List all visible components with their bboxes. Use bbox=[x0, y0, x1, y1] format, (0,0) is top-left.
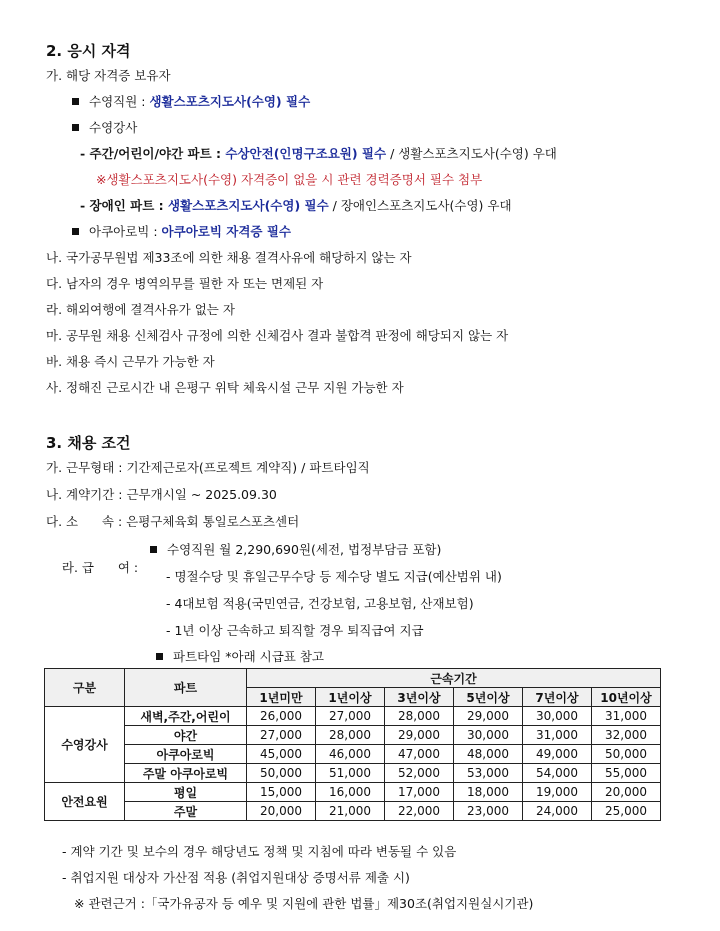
footer-note-2: - 취업지원 대상자 가산점 적용 (취업지원대상 증명서류 제출 시) bbox=[62, 870, 410, 885]
wage-cell: 19,000 bbox=[523, 783, 592, 802]
wage-cell: 26,000 bbox=[247, 707, 316, 726]
wage-cell: 24,000 bbox=[523, 802, 592, 821]
part-cell: 새벽,주간,어린이 bbox=[125, 707, 247, 726]
wage-cell: 27,000 bbox=[316, 707, 385, 726]
sec3-pay-detail-3: - 1년 이상 근속하고 퇴직할 경우 퇴직급여 지급 bbox=[166, 623, 424, 638]
header-category: 구분 bbox=[45, 669, 125, 707]
header-part: 파트 bbox=[125, 669, 247, 707]
preferred-text: / 장애인스포츠지도사(수영) 우대 bbox=[328, 198, 512, 213]
section-3-title: 3. 채용 조건 bbox=[46, 434, 131, 452]
wage-cell: 28,000 bbox=[385, 707, 454, 726]
header-tenure-col: 10년이상 bbox=[592, 688, 661, 707]
wage-cell: 50,000 bbox=[247, 764, 316, 783]
wage-cell: 20,000 bbox=[247, 802, 316, 821]
wage-cell: 55,000 bbox=[592, 764, 661, 783]
header-tenure-col: 3년이상 bbox=[385, 688, 454, 707]
sec3-pay-detail-1: - 명절수당 및 휴일근무수당 등 제수당 별도 지급(예산범위 내) bbox=[166, 569, 502, 584]
requirement-text: 아쿠아로빅 자격증 필수 bbox=[161, 224, 292, 239]
wage-table-body bbox=[45, 707, 661, 821]
wage-cell: 27,000 bbox=[247, 726, 316, 745]
dash-label: - 주간/어린이/야간 파트 : bbox=[80, 146, 226, 161]
sec2-item-ma: 마. 공무원 채용 신체검사 규정에 의한 신체검사 결과 불합격 판정에 해당되지 않는 자 bbox=[46, 328, 509, 343]
wage-cell: 20,000 bbox=[592, 783, 661, 802]
wage-cell: 22,000 bbox=[385, 802, 454, 821]
sec2-item-ra: 라. 해외여행에 결격사유가 없는 자 bbox=[46, 302, 235, 317]
square-bullet-icon bbox=[72, 228, 79, 235]
sec2-item-da: 다. 남자의 경우 병역의무를 필한 자 또는 면제된 자 bbox=[46, 276, 324, 291]
wage-cell: 49,000 bbox=[523, 745, 592, 764]
header-tenure: 근속기간 bbox=[247, 669, 661, 688]
wage-cell: 23,000 bbox=[454, 802, 523, 821]
sec2-bullet-swim-staff bbox=[72, 93, 310, 111]
pay-text: 파트타임 *아래 시급표 참고 bbox=[173, 649, 324, 664]
section-2-title: 2. 응시 자격 bbox=[46, 42, 131, 60]
pay-text: 수영직원 월 2,290,690원(세전, 법정부담금 포함) bbox=[167, 542, 442, 557]
wage-cell: 50,000 bbox=[592, 745, 661, 764]
wage-cell: 18,000 bbox=[454, 783, 523, 802]
footer-note-1: - 계약 기간 및 보수의 경우 해당년도 정책 및 지침에 따라 변동될 수 있음 bbox=[62, 844, 457, 859]
table-row bbox=[45, 783, 661, 802]
bullet-label: 수영강사 bbox=[89, 120, 138, 135]
requirement-text: 생활스포츠지도사(수영) 필수 bbox=[167, 198, 329, 213]
part-cell: 평일 bbox=[125, 783, 247, 802]
wage-cell: 51,000 bbox=[316, 764, 385, 783]
sec2-note: ※생활스포츠지도사(수영) 자격증이 없을 시 관련 경력증명서 필수 첨부 bbox=[96, 172, 483, 187]
wage-cell: 53,000 bbox=[454, 764, 523, 783]
wage-cell: 17,000 bbox=[385, 783, 454, 802]
header-tenure-col: 5년이상 bbox=[454, 688, 523, 707]
wage-cell: 52,000 bbox=[385, 764, 454, 783]
header-tenure-col: 7년이상 bbox=[523, 688, 592, 707]
wage-cell: 30,000 bbox=[454, 726, 523, 745]
preferred-text: / 생활스포츠지도사(수영) 우대 bbox=[386, 146, 557, 161]
wage-cell: 54,000 bbox=[523, 764, 592, 783]
wage-cell: 46,000 bbox=[316, 745, 385, 764]
wage-cell: 25,000 bbox=[592, 802, 661, 821]
header-tenure-col: 1년이상 bbox=[316, 688, 385, 707]
part-cell: 주말 bbox=[125, 802, 247, 821]
table-row bbox=[45, 707, 661, 726]
sec2-item-na: 나. 국가공무원법 제33조에 의한 채용 결격사유에 해당하지 않는 자 bbox=[46, 250, 412, 265]
wage-cell: 32,000 bbox=[592, 726, 661, 745]
sec3-item-ra bbox=[46, 541, 138, 595]
sec2-item-ba: 바. 채용 즉시 근무가 가능한 자 bbox=[46, 354, 215, 369]
pay-label: 라. 급 여 : bbox=[61, 560, 139, 575]
requirement-text: 수상안전(인명구조요원) 필수 bbox=[225, 146, 387, 161]
wage-cell: 29,000 bbox=[454, 707, 523, 726]
wage-cell: 16,000 bbox=[316, 783, 385, 802]
category-cell: 안전요원 bbox=[45, 783, 125, 821]
sec3-pay-staff bbox=[150, 541, 441, 559]
table-row bbox=[45, 802, 661, 821]
square-bullet-icon bbox=[72, 124, 79, 131]
bullet-label: 수영직원 : bbox=[89, 94, 150, 109]
wage-cell: 28,000 bbox=[316, 726, 385, 745]
header-tenure-col: 1년미만 bbox=[247, 688, 316, 707]
wage-cell: 15,000 bbox=[247, 783, 316, 802]
wage-cell: 47,000 bbox=[385, 745, 454, 764]
sec3-item-na: 나. 계약기간 : 근무개시일 ~ 2025.09.30 bbox=[46, 487, 277, 502]
wage-cell: 31,000 bbox=[523, 726, 592, 745]
sec3-item-da: 다. 소 속 : 은평구체육회 통일로스포츠센터 bbox=[46, 514, 300, 529]
part-cell: 주말 아쿠아로빅 bbox=[125, 764, 247, 783]
sec2-dash-disabled-part bbox=[80, 197, 512, 215]
sec3-pay-detail-2: - 4대보험 적용(국민연금, 건강보험, 고용보험, 산재보험) bbox=[166, 596, 474, 611]
wage-cell: 31,000 bbox=[592, 707, 661, 726]
part-cell: 아쿠아로빅 bbox=[125, 745, 247, 764]
bullet-label: 아쿠아로빅 : bbox=[89, 224, 162, 239]
sec2-item-sa: 사. 정해진 근로시간 내 은평구 위탁 체육시설 근무 지원 가능한 자 bbox=[46, 380, 404, 395]
wage-cell: 29,000 bbox=[385, 726, 454, 745]
table-row bbox=[45, 726, 661, 745]
hourly-wage-table bbox=[44, 668, 661, 821]
square-bullet-icon bbox=[156, 653, 163, 660]
category-cell: 수영강사 bbox=[45, 707, 125, 783]
sec2-bullet-aquarobic bbox=[72, 223, 291, 241]
wage-cell: 30,000 bbox=[523, 707, 592, 726]
table-row bbox=[45, 764, 661, 783]
wage-cell: 21,000 bbox=[316, 802, 385, 821]
square-bullet-icon bbox=[150, 546, 157, 553]
wage-cell: 45,000 bbox=[247, 745, 316, 764]
requirement-text: 생활스포츠지도사(수영) 필수 bbox=[149, 94, 311, 109]
footer-note-3: ※ 관련근거 :「국가유공자 등 예우 및 지원에 관한 법률」제30조(취업지원실시기관) bbox=[74, 896, 534, 911]
square-bullet-icon bbox=[72, 98, 79, 105]
sec2-bullet-swim-instructor bbox=[72, 119, 137, 137]
table-row bbox=[45, 745, 661, 764]
sec2-item-ga: 가. 해당 자격증 보유자 bbox=[46, 68, 171, 83]
dash-label: - 장애인 파트 : bbox=[80, 198, 168, 213]
part-cell: 야간 bbox=[125, 726, 247, 745]
sec3-pay-parttime bbox=[156, 648, 324, 666]
sec2-dash-day-part bbox=[80, 145, 557, 163]
sec3-item-ga: 가. 근무형태 : 기간제근로자(프로젝트 계약직) / 파트타임직 bbox=[46, 460, 370, 475]
wage-cell: 48,000 bbox=[454, 745, 523, 764]
